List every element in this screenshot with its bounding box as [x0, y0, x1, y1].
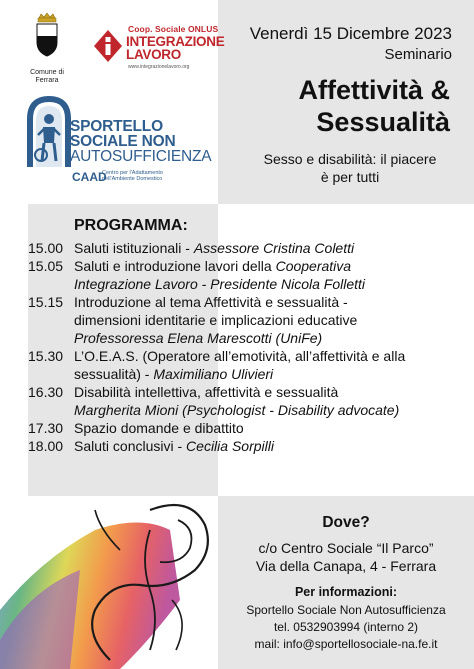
- comune-label: Comune di Ferrara: [30, 69, 64, 84]
- coop-brand: [126, 35, 224, 61]
- comune-ferrara-logo: [26, 12, 68, 85]
- where-heading: Dove?: [322, 514, 370, 531]
- program-speaker: Cecilia Sorpilli: [186, 438, 274, 454]
- program-row: [28, 239, 468, 257]
- program-time: [28, 311, 74, 329]
- info-email[interactable]: mail: info@sportellosociale-na.fe.it: [254, 637, 438, 651]
- program-description: [74, 275, 468, 293]
- program-time: [28, 401, 74, 419]
- program-topic: dimensioni identitarie e implicazioni educative: [74, 312, 358, 328]
- program-list: [28, 239, 468, 455]
- coop-brand-line1: INTEGRAZIONE: [126, 34, 225, 49]
- program-description: [74, 329, 468, 347]
- sportello-line2: SOCIALE NON: [70, 133, 176, 150]
- program-row: [28, 257, 468, 275]
- program-topic: Disabilità intellettiva, affettività e sessualità: [74, 384, 339, 400]
- sportello-line3: AUTOSUFFICIENZA: [70, 148, 212, 165]
- ferrara-crest-icon: [26, 12, 68, 64]
- coop-name: Coop. Sociale ONLUS: [128, 24, 219, 34]
- program-speaker: Margherita Mioni (Psychologist - Disability advocate): [74, 402, 400, 418]
- where-venue: c/o Centro Sociale “Il Parco”: [258, 540, 434, 556]
- event-title-line2: Sessualità: [316, 107, 450, 137]
- program-topic: Saluti conclusivi -: [74, 438, 187, 454]
- program-row: [28, 311, 468, 329]
- program-row: [28, 401, 468, 419]
- event-subtitle-line2: è per tutti: [320, 169, 380, 185]
- program-time: [28, 275, 74, 293]
- sportello-arch-figure-icon: [26, 95, 72, 169]
- program-topic: Saluti istituzionali -: [74, 240, 194, 256]
- program-row: [28, 365, 468, 383]
- event-title: [298, 74, 450, 138]
- program-description: [74, 293, 468, 311]
- program-topic: Spazio domande e dibattito: [74, 420, 244, 436]
- integrazione-lavoro-mark-icon: [92, 26, 124, 66]
- program-topic: L’O.E.A.S. (Operatore all’emotività, all’affettività e alla: [74, 348, 406, 364]
- program-description: [74, 437, 468, 455]
- integrazione-lavoro-logo: [92, 22, 225, 70]
- program-description: [74, 401, 468, 419]
- program-row: [28, 347, 468, 365]
- program-description: [74, 419, 468, 437]
- program-speaker: Integrazione Lavoro - Presidente Nicola Folletti: [74, 276, 366, 292]
- program-topic: Introduzione al tema Affettività e sessualità -: [74, 294, 348, 310]
- program-row: [28, 275, 468, 293]
- program-row: [28, 419, 468, 437]
- event-subtitle-line1: Sesso e disabilità: il piacere: [263, 151, 437, 167]
- program-speaker: Professoressa Elena Marescotti (UniFe): [74, 330, 323, 346]
- program-row: [28, 329, 468, 347]
- program-time: 15.05: [28, 258, 64, 274]
- info-phone: tel. 0532903994 (interno 2): [273, 620, 419, 634]
- program-time: 15.00: [28, 240, 64, 256]
- info-heading: Per informazioni:: [294, 585, 398, 599]
- program-description: [74, 311, 468, 329]
- rainbow-embrace-illustration: [0, 490, 224, 669]
- event-subtitle: [240, 150, 460, 186]
- program-speaker: Cooperativa: [275, 258, 352, 274]
- coop-url: www.integrazionelavoro.org: [128, 64, 190, 70]
- sportello-sociale-logo: [22, 95, 218, 195]
- program-row: [28, 383, 468, 401]
- sportello-title: [70, 119, 211, 164]
- coop-brand-line2: LAVORO: [126, 47, 181, 62]
- info-office: Sportello Sociale Non Autosufficienza: [246, 603, 446, 617]
- program-time: 15.30: [28, 348, 64, 364]
- event-type: Seminario: [384, 46, 452, 63]
- program-description: [74, 383, 468, 401]
- program-description: [74, 365, 468, 383]
- caad-label: CAAD: [72, 170, 107, 184]
- program-time: 16.30: [28, 384, 64, 400]
- program-row: [28, 437, 468, 455]
- program-description: [74, 347, 468, 365]
- program-speaker: Assessore Cristina Coletti: [193, 240, 355, 256]
- program-description: [74, 239, 468, 257]
- program-time: [28, 329, 74, 347]
- program-row: [28, 293, 468, 311]
- program-time: 15.15: [28, 294, 64, 310]
- program-description: [74, 257, 468, 275]
- caad-subtitle: Centro per l'Adattamento dell'Ambiente Domestico: [102, 170, 163, 182]
- sportello-line1: SPORTELLO: [70, 118, 163, 135]
- program-time: [28, 365, 74, 383]
- program-time: 18.00: [28, 438, 64, 454]
- event-title-line1: Affettività &: [298, 75, 450, 105]
- program-topic: Saluti e introduzione lavori della: [74, 258, 276, 274]
- program-heading: PROGRAMMA:: [74, 217, 188, 234]
- event-date: Venerdì 15 Dicembre 2023: [249, 24, 452, 43]
- where-address: Via della Canapa, 4 - Ferrara: [255, 558, 437, 574]
- program-time: 17.30: [28, 420, 64, 436]
- program-speaker: Maximiliano Ulivieri: [153, 366, 274, 382]
- program-topic: sessualità) -: [74, 366, 154, 382]
